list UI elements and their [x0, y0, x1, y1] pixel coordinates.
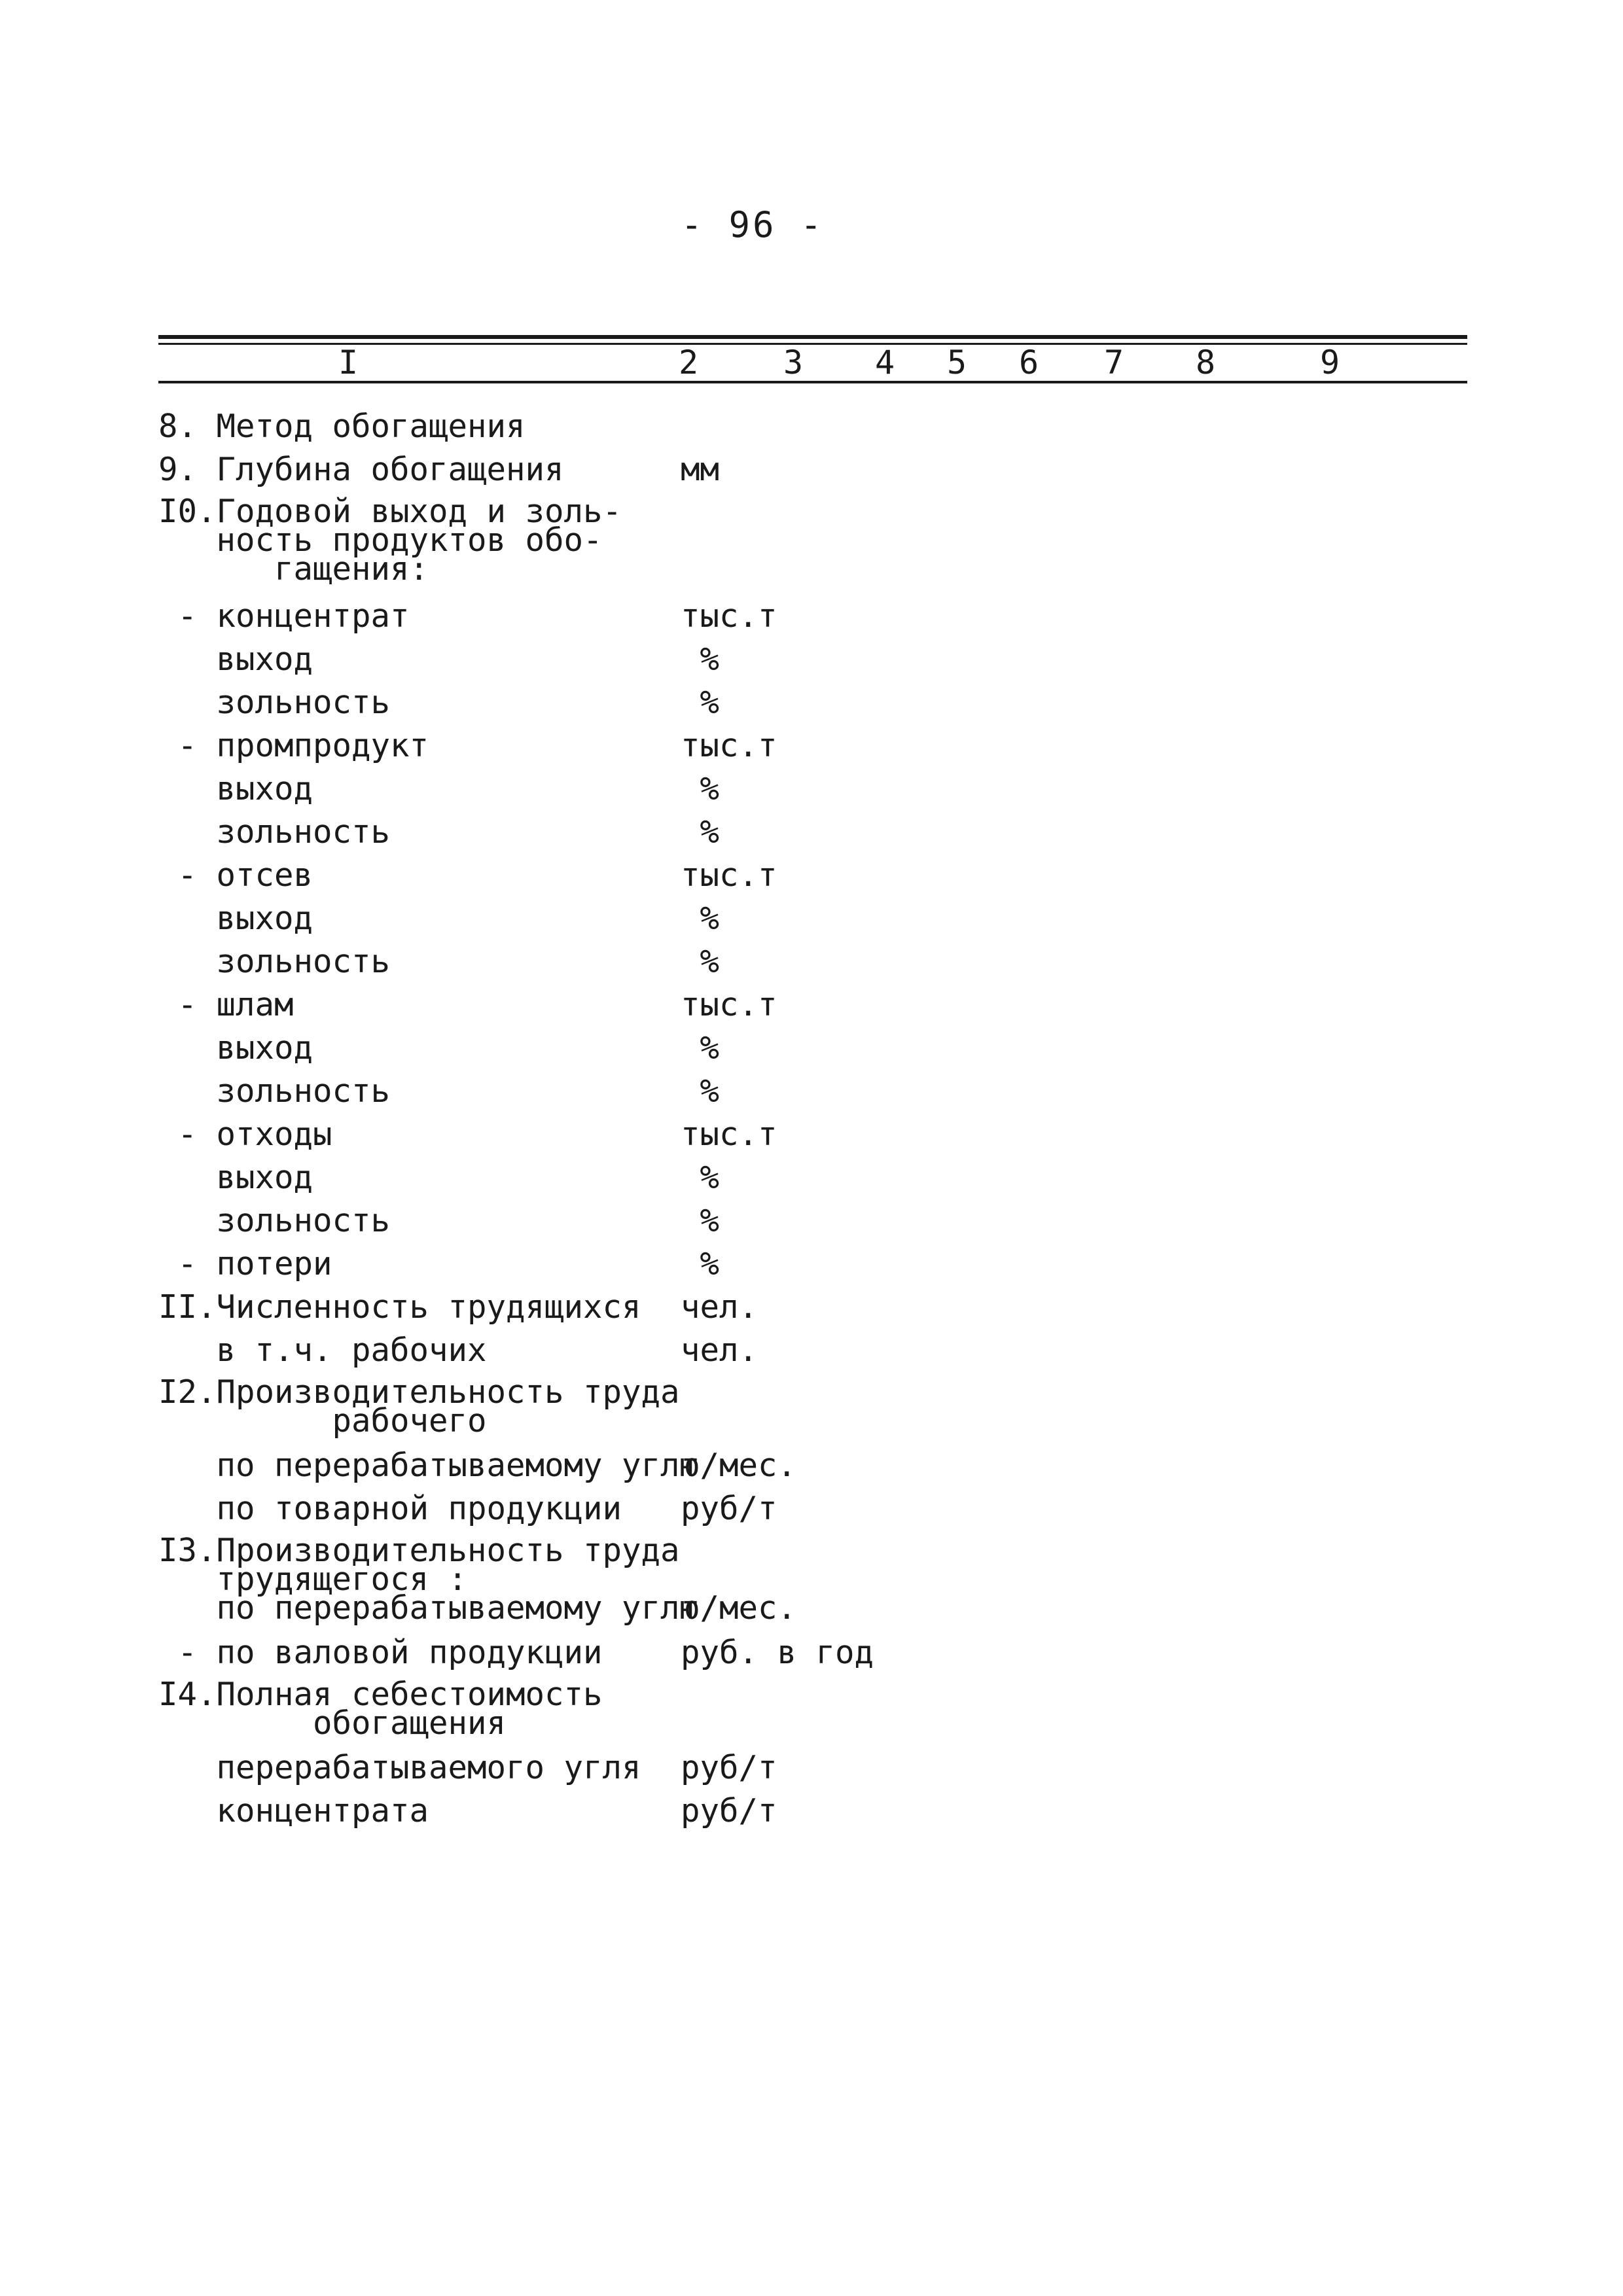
column-header-3: 3: [783, 344, 804, 381]
column-header-1: I: [338, 344, 359, 381]
row-label: - отсев: [158, 857, 313, 894]
row-unit: %: [681, 770, 720, 807]
row-label: - по валовой продукции: [158, 1634, 603, 1671]
row-unit: тыс.т: [681, 727, 777, 764]
row-label: перерабатываемого угля: [158, 1749, 641, 1786]
column-header-2: 2: [678, 344, 699, 381]
row-label: по перерабатываемому углю: [158, 1447, 700, 1484]
row-label: II.Численность трудящихся: [158, 1288, 641, 1326]
row-label: зольность: [158, 813, 391, 851]
column-header-7: 7: [1103, 344, 1124, 381]
row-label: I2.Производительность труда рабочего: [158, 1373, 680, 1439]
row-unit: чел.: [681, 1288, 758, 1326]
row-label: - концентрат: [158, 597, 410, 635]
row-label: зольность: [158, 1202, 391, 1239]
row-unit: тыс.т: [681, 597, 777, 635]
column-header-8: 8: [1195, 344, 1216, 381]
row-unit: руб. в год: [681, 1634, 874, 1671]
row-label: зольность: [158, 1072, 391, 1110]
row-unit: %: [681, 1072, 720, 1110]
row-label: выход: [158, 900, 313, 937]
row-unit: %: [681, 813, 720, 851]
row-label: выход: [158, 1029, 313, 1067]
row-label: - шлам: [158, 986, 294, 1023]
row-unit: руб/т: [681, 1792, 777, 1829]
row-unit: %: [681, 1202, 720, 1239]
row-unit: чел.: [681, 1332, 758, 1369]
column-header-5: 5: [946, 344, 967, 381]
page-number: - 96 -: [681, 204, 825, 245]
table-top-rule: [158, 335, 1467, 339]
row-label: I4.Полная себестоимость обогащения: [158, 1676, 603, 1742]
row-unit: %: [681, 1245, 720, 1282]
row-unit: т/мес.: [681, 1447, 797, 1484]
row-unit: мм: [681, 451, 720, 488]
row-label: выход: [158, 770, 313, 807]
row-unit: %: [681, 943, 720, 980]
row-label: выход: [158, 641, 313, 678]
row-unit: т/мес.: [681, 1589, 797, 1627]
row-unit: %: [681, 1029, 720, 1067]
row-label: зольность: [158, 684, 391, 721]
row-label: I3.Производительность труда трудящегося : по перерабатываемому углю: [158, 1532, 700, 1627]
row-label: I0.Годовой выход и золь- ность продуктов обо- гащения:: [158, 493, 622, 588]
row-label: - потери: [158, 1245, 332, 1282]
row-unit: %: [681, 641, 720, 678]
row-unit: руб/т: [681, 1749, 777, 1786]
row-label: 9. Глубина обогащения: [158, 451, 564, 488]
row-label: - отходы: [158, 1116, 332, 1153]
row-unit: %: [681, 900, 720, 937]
row-unit: тыс.т: [681, 986, 777, 1023]
column-header-4: 4: [874, 344, 895, 381]
row-label: в т.ч. рабочих: [158, 1332, 487, 1369]
column-header-6: 6: [1018, 344, 1039, 381]
row-label: концентрата: [158, 1792, 429, 1829]
row-label: - промпродукт: [158, 727, 429, 764]
row-label: 8. Метод обогащения: [158, 408, 526, 445]
column-header-9: 9: [1319, 344, 1340, 381]
row-unit: руб/т: [681, 1490, 777, 1527]
row-unit: %: [681, 1159, 720, 1196]
row-unit: тыс.т: [681, 857, 777, 894]
row-unit: %: [681, 684, 720, 721]
row-label: по товарной продукции: [158, 1490, 622, 1527]
row-unit: тыс.т: [681, 1116, 777, 1153]
row-label: зольность: [158, 943, 391, 980]
row-label: выход: [158, 1159, 313, 1196]
